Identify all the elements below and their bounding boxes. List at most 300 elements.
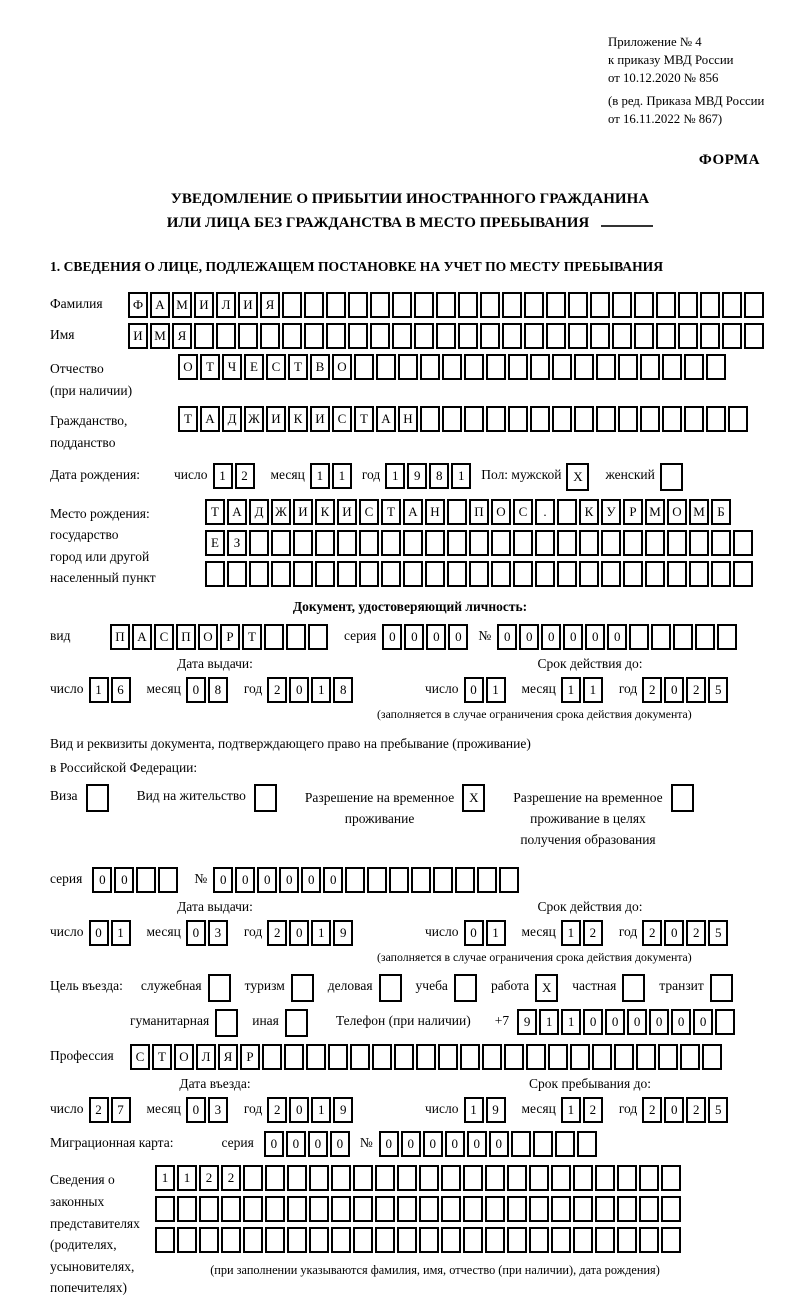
issue-date-col: Дата выдачи: число 1 6 месяц 0 8 год 2 0 1 8 [50,656,425,722]
form-cell [601,530,621,556]
form-cell [221,1227,241,1253]
form-cell: 8 [208,677,228,703]
form-cell [441,1165,461,1191]
form-cell [199,1227,219,1253]
representatives-block [50,1165,770,1299]
form-cell: О [491,499,511,525]
form-cell: 2 [199,1165,219,1191]
form-cell: 1 [310,463,330,489]
form-cell: С [513,499,533,525]
form-cell [689,561,709,587]
form-cell: 2 [686,677,706,703]
mig-series-label: серия [221,1135,254,1151]
form-cell [678,292,698,318]
form-cell [513,530,533,556]
form-cell [551,1196,571,1222]
form-cell [568,323,588,349]
form-cell [529,1165,549,1191]
form-cell [271,561,291,587]
form-cell [557,561,577,587]
form-cell [331,1165,351,1191]
form-cell [639,1227,659,1253]
form-cell [442,354,462,380]
form-cell [265,1165,285,1191]
form-cell [158,867,178,893]
form-cell [485,1196,505,1222]
form-cell [595,1227,615,1253]
form-cell [238,323,258,349]
form-cell [640,354,660,380]
form-cell [326,292,346,318]
form-cell [529,1196,549,1222]
form-cell: 1 [451,463,471,489]
form-cell: 2 [686,1097,706,1123]
form-cell: 0 [467,1131,487,1157]
form-cell [425,561,445,587]
form-cell: 0 [423,1131,443,1157]
form-cell [265,1196,285,1222]
form-cell [359,530,379,556]
form-cell [612,292,632,318]
stay-until-heading: Срок пребывания до: [529,1076,651,1092]
form-cell: И [293,499,313,525]
form-cell [463,1227,483,1253]
form-cell: А [150,292,170,318]
form-cell [243,1196,263,1222]
residence-doc-options [50,784,770,851]
residence-permit-checkbox [254,784,277,812]
doc-number-cells [497,624,739,650]
form-cell [590,292,610,318]
form-cell: 0 [671,1009,691,1035]
migration-card-label: Миграционная карта: [50,1135,174,1151]
form-cell: К [315,499,335,525]
form-cell: О [178,354,198,380]
form-cell [243,1227,263,1253]
form-cell [353,1196,373,1222]
form-cell [722,323,742,349]
form-cell: 1 [385,463,405,489]
form-cell [639,1196,659,1222]
form-cell: 0 [323,867,343,893]
residence-doc-dates [50,899,770,965]
form-cell [661,1165,681,1191]
form-cell [640,406,660,432]
form-cell [486,406,506,432]
form-cell [548,1044,568,1070]
res-expiry-year-cells [642,920,730,946]
purpose-row2 [130,1009,770,1037]
form-cell [629,624,649,650]
birth-place-label: Место рождения: государство город или другой населенный пункт [50,505,156,586]
purpose-commercial-checkbox [379,974,402,1002]
res-expiry-day-cells [464,920,508,946]
form-cell: 2 [583,1097,603,1123]
form-cell [722,292,742,318]
form-cell [636,1044,656,1070]
form-cell [546,292,566,318]
form-cell: Р [220,624,240,650]
form-cell: С [154,624,174,650]
day-label: число [174,466,208,482]
sex-label: Пол: мужской [481,466,562,482]
form-cell: 0 [583,1009,603,1035]
issue-day-cells [89,677,133,703]
birth-place-rows [205,499,755,587]
form-cell: З [227,530,247,556]
form-cell: Ж [244,406,264,432]
form-cell: 0 [186,1097,206,1123]
stay-month-cells [561,1097,605,1123]
form-cell [623,530,643,556]
form-cell: 0 [464,677,484,703]
form-cell: И [337,499,357,525]
form-cell [661,1196,681,1222]
form-cell [502,292,522,318]
res-issue-day-cells [89,920,133,946]
res-expiry-month-cells [561,920,605,946]
expiry-date-col: Срок действия до: число 0 1 месяц 1 1 год 2 0 2 5 (заполняется в случае ограничения срока действия документа) [425,656,755,722]
sex-female-checkbox [660,463,683,491]
form-cell [397,1165,417,1191]
form-cell [634,323,654,349]
form-cell [337,561,357,587]
form-cell [249,561,269,587]
form-cell: О [174,1044,194,1070]
representatives-label: Сведения о законных представителях (родителях, усыновителях, попечителях) [50,1172,140,1296]
form-cell: А [403,499,423,525]
purpose-private-checkbox [622,974,645,1002]
form-cell [614,1044,634,1070]
form-cell [419,1227,439,1253]
res-issue-month-cells [186,920,230,946]
form-cell: С [359,499,379,525]
citizenship-cells [178,406,750,432]
form-cell [397,1196,417,1222]
form-cell [702,1044,722,1070]
form-cell: П [469,499,489,525]
form-cell [480,323,500,349]
form-cell [573,1165,593,1191]
form-cell: Д [222,406,242,432]
form-cell [216,323,236,349]
entry-day-cells [89,1097,133,1123]
form-cell: Я [260,292,280,318]
form-cell: Т [200,354,220,380]
form-cell: А [376,406,396,432]
form-cell [573,1196,593,1222]
form-title-line2: ИЛИ ЛИЦА БЕЗ ГРАЖДАНСТВА В МЕСТО ПРЕБЫВАНИЯ [166,215,590,232]
form-cell: 0 [541,624,561,650]
form-cell [460,1044,480,1070]
form-cell: М [689,499,709,525]
form-cell [350,1044,370,1070]
form-cell: 5 [708,1097,728,1123]
doc-number-label: № [478,627,492,643]
form-cell [469,530,489,556]
form-cell: А [200,406,220,432]
purpose-other-checkbox [285,1009,308,1037]
title-blank-line [601,221,653,227]
form-cell: 0 [308,1131,328,1157]
form-cell [645,561,665,587]
form-cell [595,1165,615,1191]
form-cell [680,1044,700,1070]
form-cell: И [238,292,258,318]
form-cell: 0 [289,677,309,703]
form-cell: 1 [561,1097,581,1123]
form-cell: Т [242,624,262,650]
form-cell: 1 [332,463,352,489]
form-cell [375,1227,395,1253]
ref-line: к приказу МВД России [608,52,734,67]
form-cell: Л [216,292,236,318]
edu-permit-label: Разрешение на временное проживание в целях получения образования [513,790,663,847]
purpose-option-label: служебная [140,978,202,994]
form-cell: Б [711,499,731,525]
form-cell: О [332,354,352,380]
form-cell [601,561,621,587]
mig-number-label: № [359,1135,373,1151]
form-cell: 2 [686,920,706,946]
form-cell [287,1196,307,1222]
form-cell [706,354,726,380]
patronymic-label: Отчество (при наличии) [50,361,133,398]
form-cell [551,1227,571,1253]
form-cell: 0 [426,624,446,650]
form-cell [667,530,687,556]
form-cell: А [227,499,247,525]
form-cell: 1 [486,677,506,703]
doc-series-cells [382,624,470,650]
form-cell: И [310,406,330,432]
residence-doc-series-row [50,867,770,893]
form-cell [262,1044,282,1070]
form-cell [577,1131,597,1157]
sex-female-label: женский [605,466,655,482]
form-cell [345,867,365,893]
form-cell: 1 [311,920,331,946]
stay-until-col: Срок пребывания до: число 1 9 месяц 1 2 год 2 0 2 5 [425,1076,755,1123]
form-cell: 2 [267,920,287,946]
form-cell [574,354,594,380]
form-cell [477,867,497,893]
form-cell [331,1196,351,1222]
form-cell: 9 [333,920,353,946]
profession-row [50,1044,770,1070]
form-cell [155,1227,175,1253]
birth-year-cells [385,463,473,489]
form-cell: П [176,624,196,650]
form-cell: 0 [279,867,299,893]
form-cell: Ж [271,499,291,525]
form-cell [661,1227,681,1253]
form-cell [728,406,748,432]
form-cell [403,561,423,587]
identity-doc-row [50,624,770,650]
sex-male-checkbox: X [566,463,589,491]
res-issue-col: Дата выдачи: число 0 1 месяц 0 3 год 2 0 1 9 [50,899,425,965]
form-cell [381,530,401,556]
form-cell [656,323,676,349]
form-cell: Т [354,406,374,432]
form-cell [524,292,544,318]
form-cell: Ф [128,292,148,318]
form-cell: 0 [186,677,206,703]
residence-permit-option [137,784,279,812]
form-cell: 2 [642,1097,662,1123]
form-cell [463,1196,483,1222]
temp-permit-checkbox: X [462,784,485,812]
form-cell [546,323,566,349]
forma-label: ФОРМА [698,151,760,168]
expiry-month-cells [561,677,605,703]
form-cell [507,1165,527,1191]
form-cell [353,1227,373,1253]
form-cell [392,292,412,318]
form-cell [442,406,462,432]
identity-doc-heading: Документ, удостоверяющий личность: [292,599,528,615]
form-cell: 0 [382,624,402,650]
form-cell [397,1227,417,1253]
form-title-line1: УВЕДОМЛЕНИЕ О ПРИБЫТИИ ИНОСТРАННОГО ГРАЖДАНИНА [170,191,650,208]
form-cell: 9 [486,1097,506,1123]
res-number-cells [213,867,521,893]
form-cell [458,323,478,349]
form-cell [447,499,467,525]
ref-line: (в ред. Приказа МВД России [608,93,765,108]
form-cell [711,561,731,587]
form-cell: 1 [539,1009,559,1035]
form-cell [485,1227,505,1253]
form-cell [447,561,467,587]
profession-cells [130,1044,724,1070]
form-cell: 2 [642,920,662,946]
form-cell [304,292,324,318]
form-cell: 0 [289,920,309,946]
surname-label: Фамилия [50,296,103,312]
form-cell: 0 [114,867,134,893]
form-cell [441,1227,461,1253]
form-cell [194,323,214,349]
form-cell: 1 [213,463,233,489]
form-cell: 0 [585,624,605,650]
form-cell [634,292,654,318]
form-cell: 0 [257,867,277,893]
form-cell [700,292,720,318]
form-cell: 0 [519,624,539,650]
form-cell: 0 [693,1009,713,1035]
form-cell [530,406,550,432]
citizenship-label: Гражданство, подданство [50,413,128,451]
form-cell [286,624,306,650]
form-cell: 0 [563,624,583,650]
form-cell: 8 [429,463,449,489]
edu-permit-option [513,784,695,851]
form-cell: 1 [111,920,131,946]
form-cell: Т [288,354,308,380]
visa-checkbox [86,784,109,812]
form-cell [328,1044,348,1070]
form-cell [744,292,764,318]
ref-line: от 16.11.2022 № 867) [608,111,723,126]
form-cell [485,1165,505,1191]
purpose-humanitarian-checkbox [215,1009,238,1037]
form-cell [436,292,456,318]
form-cell: 0 [379,1131,399,1157]
form-cell [623,561,643,587]
form-cell [136,867,156,893]
representatives-row3 [155,1227,715,1253]
form-cell [617,1196,637,1222]
birth-place-block [50,499,770,589]
form-cell: 0 [497,624,517,650]
form-cell [331,1227,351,1253]
form-cell [639,1165,659,1191]
form-cell [464,406,484,432]
patronymic-cells [178,354,728,380]
form-cell: 0 [92,867,112,893]
form-cell: 0 [330,1131,350,1157]
form-cell: 0 [464,920,484,946]
form-cell: Д [249,499,269,525]
form-cell [447,530,467,556]
form-cell [438,1044,458,1070]
form-cell: Я [218,1044,238,1070]
form-cell [271,530,291,556]
form-cell: 0 [649,1009,669,1035]
form-cell: 0 [664,1097,684,1123]
form-cell: И [128,323,148,349]
form-cell [507,1196,527,1222]
form-cell [455,867,475,893]
form-title [50,187,770,235]
form-cell: П [110,624,130,650]
form-cell: Ч [222,354,242,380]
form-cell [689,530,709,556]
form-cell [287,1165,307,1191]
form-cell: 9 [517,1009,537,1035]
form-cell: А [132,624,152,650]
purpose-option-label: иная [252,1013,279,1029]
form-cell [375,1165,395,1191]
form-cell [552,354,572,380]
form-cell [353,1165,373,1191]
form-cell: 5 [708,677,728,703]
form-cell: К [579,499,599,525]
res-expiry-col: Срок действия до: число 0 1 месяц 1 2 год 2 0 2 5 (заполняется в случае ограничения срока действия документа) [425,899,755,965]
form-cell [337,530,357,556]
form-cell [733,561,753,587]
form-cell [700,323,720,349]
form-cell [552,406,572,432]
form-cell: 0 [445,1131,465,1157]
form-cell: 2 [89,1097,109,1123]
form-cell [612,323,632,349]
form-cell: 1 [561,677,581,703]
purpose-row1 [50,974,770,1002]
form-cell [309,1165,329,1191]
phone-prefix: +7 [494,1013,510,1029]
form-cell: 1 [561,920,581,946]
form-cell [684,354,704,380]
form-cell: Н [398,406,418,432]
form-cell [579,561,599,587]
representatives-rows [155,1165,715,1278]
form-cell [306,1044,326,1070]
form-cell: 1 [486,920,506,946]
res-issue-heading: Дата выдачи: [177,898,253,914]
